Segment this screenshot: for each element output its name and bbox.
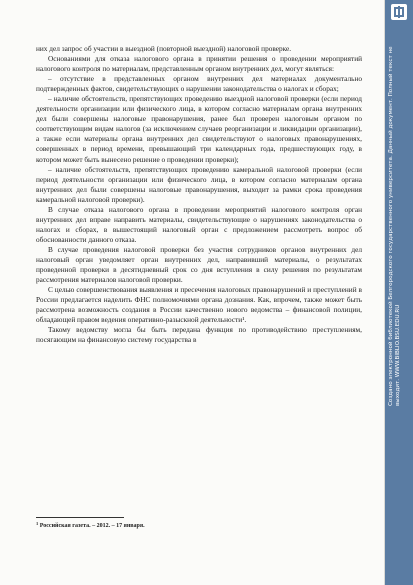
paragraph: Такому ведомству могла бы быть передана функция по противодействию преступлениям, посягающим на финансовую систему государства в — [36, 325, 362, 345]
paragraph: В случае проведения налоговой проверки без участия сотрудников органов внутренних дел налоговый орган уведомляет орган внутренних дел, направивший материалы, о результатах проведенной проверки в десятидневный срок со дня вступления в силу решения по результатам рассмотрения материалов налоговой проверки. — [36, 244, 362, 285]
paragraph: – отсутствие в представленных органом внутренних дел материалах документально подтвержденных фактов, свидетельствующих о нарушении законодательства о налогах и сборах; — [36, 74, 362, 94]
watermark-text: Создано электронной библиотекой Белгородского государственного университета. Данный документ. Полный текст не выходит. WWW.BIBLIO.BSU.EDU.RU — [388, 46, 402, 406]
paragraph: Основаниями для отказа налогового органа в принятии решения о проведении мероприятий налогового контроля по материалам, представленным органом внутренних дел, могут являться: — [36, 54, 362, 74]
paragraph: них дел запрос об участии в выездной (повторной выездной) налоговой проверке. — [36, 44, 292, 53]
library-logo-icon — [391, 4, 407, 20]
paragraph: В случае отказа налогового органа в проведении мероприятий налогового контроля орган внутренних дел вправе направить материалы, свидетельствующие о нарушениях законодательства о налогах и сборах, в вышестоящий налоговый орган с предложением рассмотреть вопрос об обоснованности данного отказа. — [36, 204, 362, 244]
body-text — [36, 44, 362, 345]
footnote-divider — [36, 517, 124, 518]
footnote — [36, 520, 362, 530]
watermark-strip — [385, 0, 413, 585]
footnote-text: Российская газета. – 2012. – 17 января. — [39, 523, 145, 529]
paragraph: – наличие обстоятельств, препятствующих проведению камеральной налоговой проверки (если период деятельности организации или физического лица, в котором согласно материалам органа внутренних дел были совершены налоговые правонарушения, выходит за рамки срока проведения камеральной налоговой проверки). — [36, 164, 362, 204]
paragraph: С целью совершенствования выявления и пресечения налоговых правонарушений и преступлений в России предлагается наделить ФНС полномочиями органа дознания. Как, впрочем, также может быть рассмотрена возможность создания в России качественно нового ведомства – финансовой полиции, обладающей правом ведения оперативно-разыскной деятельности¹. — [36, 285, 362, 325]
footnote-marker: 1 — [36, 521, 39, 526]
paragraph: – наличие обстоятельств, препятствующих проведению выездной налоговой проверки (если период деятельности организации или физического лица, в котором согласно материалам органа внутренних дел были совершены налоговые правонарушения, ранее был проверен налоговым органом по соответствующим видам налогов (за исключением случаев реорганизации и ликвидации организации), а также если материалы органа внутренних дел свидетельствуют о налоговых правонарушениях, совершенных в период времени, превышающий три календарных года, предшествующих году, в котором может быть вынесено решение о проведении проверки); — [36, 94, 362, 164]
